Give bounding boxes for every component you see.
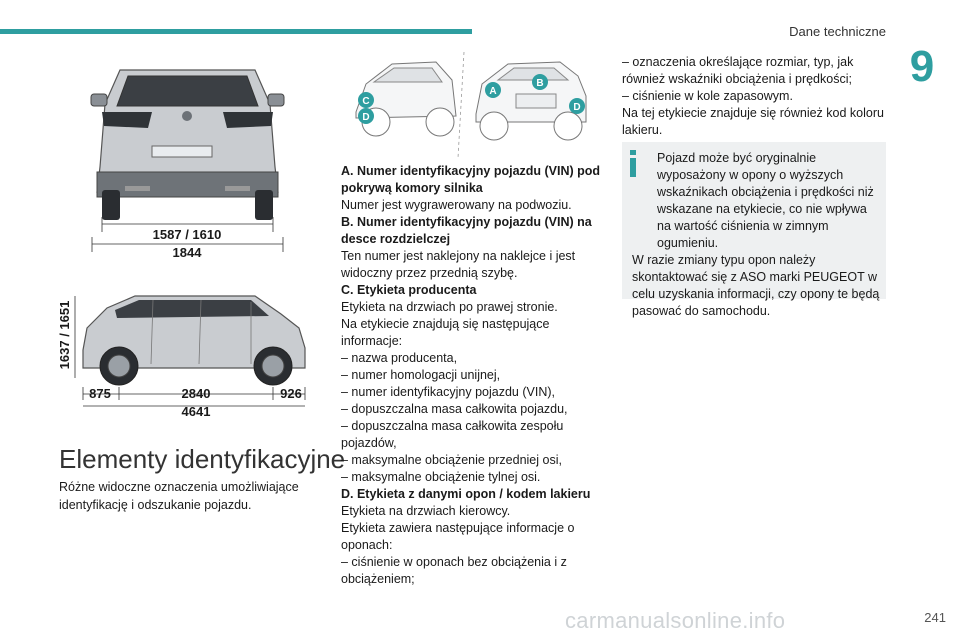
side-view-figure <box>55 290 315 420</box>
header-title: Dane techniczne <box>789 24 886 39</box>
list-item: – numer homologacji unijnej, <box>341 368 501 382</box>
height-label: 1637 / 1651 <box>57 300 72 370</box>
label-marker-d-left <box>358 108 374 124</box>
label-marker-b <box>532 74 548 90</box>
rear-view-figure <box>80 62 295 262</box>
chapter-number: 9 <box>909 42 935 91</box>
svg-text:B: B <box>536 78 544 89</box>
list-item: – nazwa producenta, <box>341 351 458 365</box>
para-c-body: Etykieta na drzwiach po prawej stronie. <box>341 300 558 314</box>
column-3-text <box>622 54 886 139</box>
para-b-heading: B. Numer identyfikacyjny pojazdu (VIN) na desce rozdzielczej <box>341 215 592 246</box>
front-overhang-label: 875 <box>89 386 111 401</box>
rear-overhang-label: 926 <box>280 386 302 401</box>
info-paragraph-1: Pojazd może być oryginalnie wyposażony w opony o wyższych wskaźnikach obciążenia i prędkości niż wskazane na etykiecie, co nie wpływa na wartość ciśnienia w zimnym ogumieniu. <box>657 151 874 250</box>
list-item: – oznaczenia określające rozmiar, typ, jak również wskaźniki obciążenia i prędkości; <box>622 55 854 86</box>
page-number: 241 <box>924 610 946 625</box>
header-accent-bar <box>0 29 472 34</box>
svg-text:D: D <box>573 102 581 113</box>
info-paragraph-2: W razie zmiany typu opon należy skontaktować się z ASO marki PEUGEOT w celu uzyskania informacji, czy opony te będą pasować do samochodu. <box>632 253 880 318</box>
list-item: – dopuszczalna masa całkowita pojazdu, <box>341 402 568 416</box>
list-item: – maksymalne obciążenie tylnej osi. <box>341 470 541 484</box>
car-right-illustration <box>476 62 586 140</box>
track-label: 1587 / 1610 <box>152 227 222 242</box>
label-marker-c <box>358 92 374 108</box>
list-item: – ciśnienie w oponach bez obciążenia i z obciążeniem; <box>341 555 567 586</box>
para-b-body: Ten numer jest naklejony na naklejce i jest widoczny przez przednią szybę. <box>341 249 576 280</box>
para-c-heading: C. Etykieta producenta <box>341 283 477 297</box>
list-item: – ciśnienie w kole zapasowym. <box>622 89 793 103</box>
identification-figure <box>346 50 596 160</box>
label-marker-d-right <box>569 98 585 114</box>
svg-text:D: D <box>362 112 370 123</box>
list-item: – numer identyfikacyjny pojazdu (VIN), <box>341 385 555 399</box>
para-a-body: Numer jest wygrawerowany na podwoziu. <box>341 198 572 212</box>
watermark: carmanualsonline.info <box>565 608 786 633</box>
wheelbase-label: 2840 <box>181 386 211 401</box>
section-intro: Różne widoczne oznaczenia umożliwiające identyfikację i odszukanie pojazdu. <box>59 480 299 512</box>
paint-code-note: Na tej etykiecie znajduje się również kod koloru lakieru. <box>622 106 884 137</box>
list-item: – maksymalne obciążenie przedniej osi, <box>341 453 562 467</box>
length-label: 4641 <box>181 404 211 419</box>
para-a-heading: A. Numer identyfikacyjny pojazdu (VIN) pod pokrywą komory silnika <box>341 164 601 195</box>
svg-text:C: C <box>362 96 370 107</box>
list-item: – dopuszczalna masa całkowita zespołu pojazdów, <box>341 419 564 450</box>
width-label: 1844 <box>172 245 202 260</box>
para-d-info: Etykieta zawiera następujące informacje o oponach: <box>341 521 575 552</box>
section-title: Elementy identyfikacyjne <box>59 444 346 474</box>
para-c-info: Na etykiecie znajdują się następujące informacje: <box>341 317 550 348</box>
info-box <box>622 142 886 318</box>
para-d-heading: D. Etykieta z danymi opon / kodem lakieru <box>341 487 591 501</box>
column-2-text <box>341 163 601 588</box>
svg-text:A: A <box>489 86 497 97</box>
label-marker-a <box>485 82 501 98</box>
car-side-illustration <box>83 296 305 385</box>
para-d-body: Etykieta na drzwiach kierowcy. <box>341 504 511 518</box>
car-rear-illustration <box>91 70 284 220</box>
